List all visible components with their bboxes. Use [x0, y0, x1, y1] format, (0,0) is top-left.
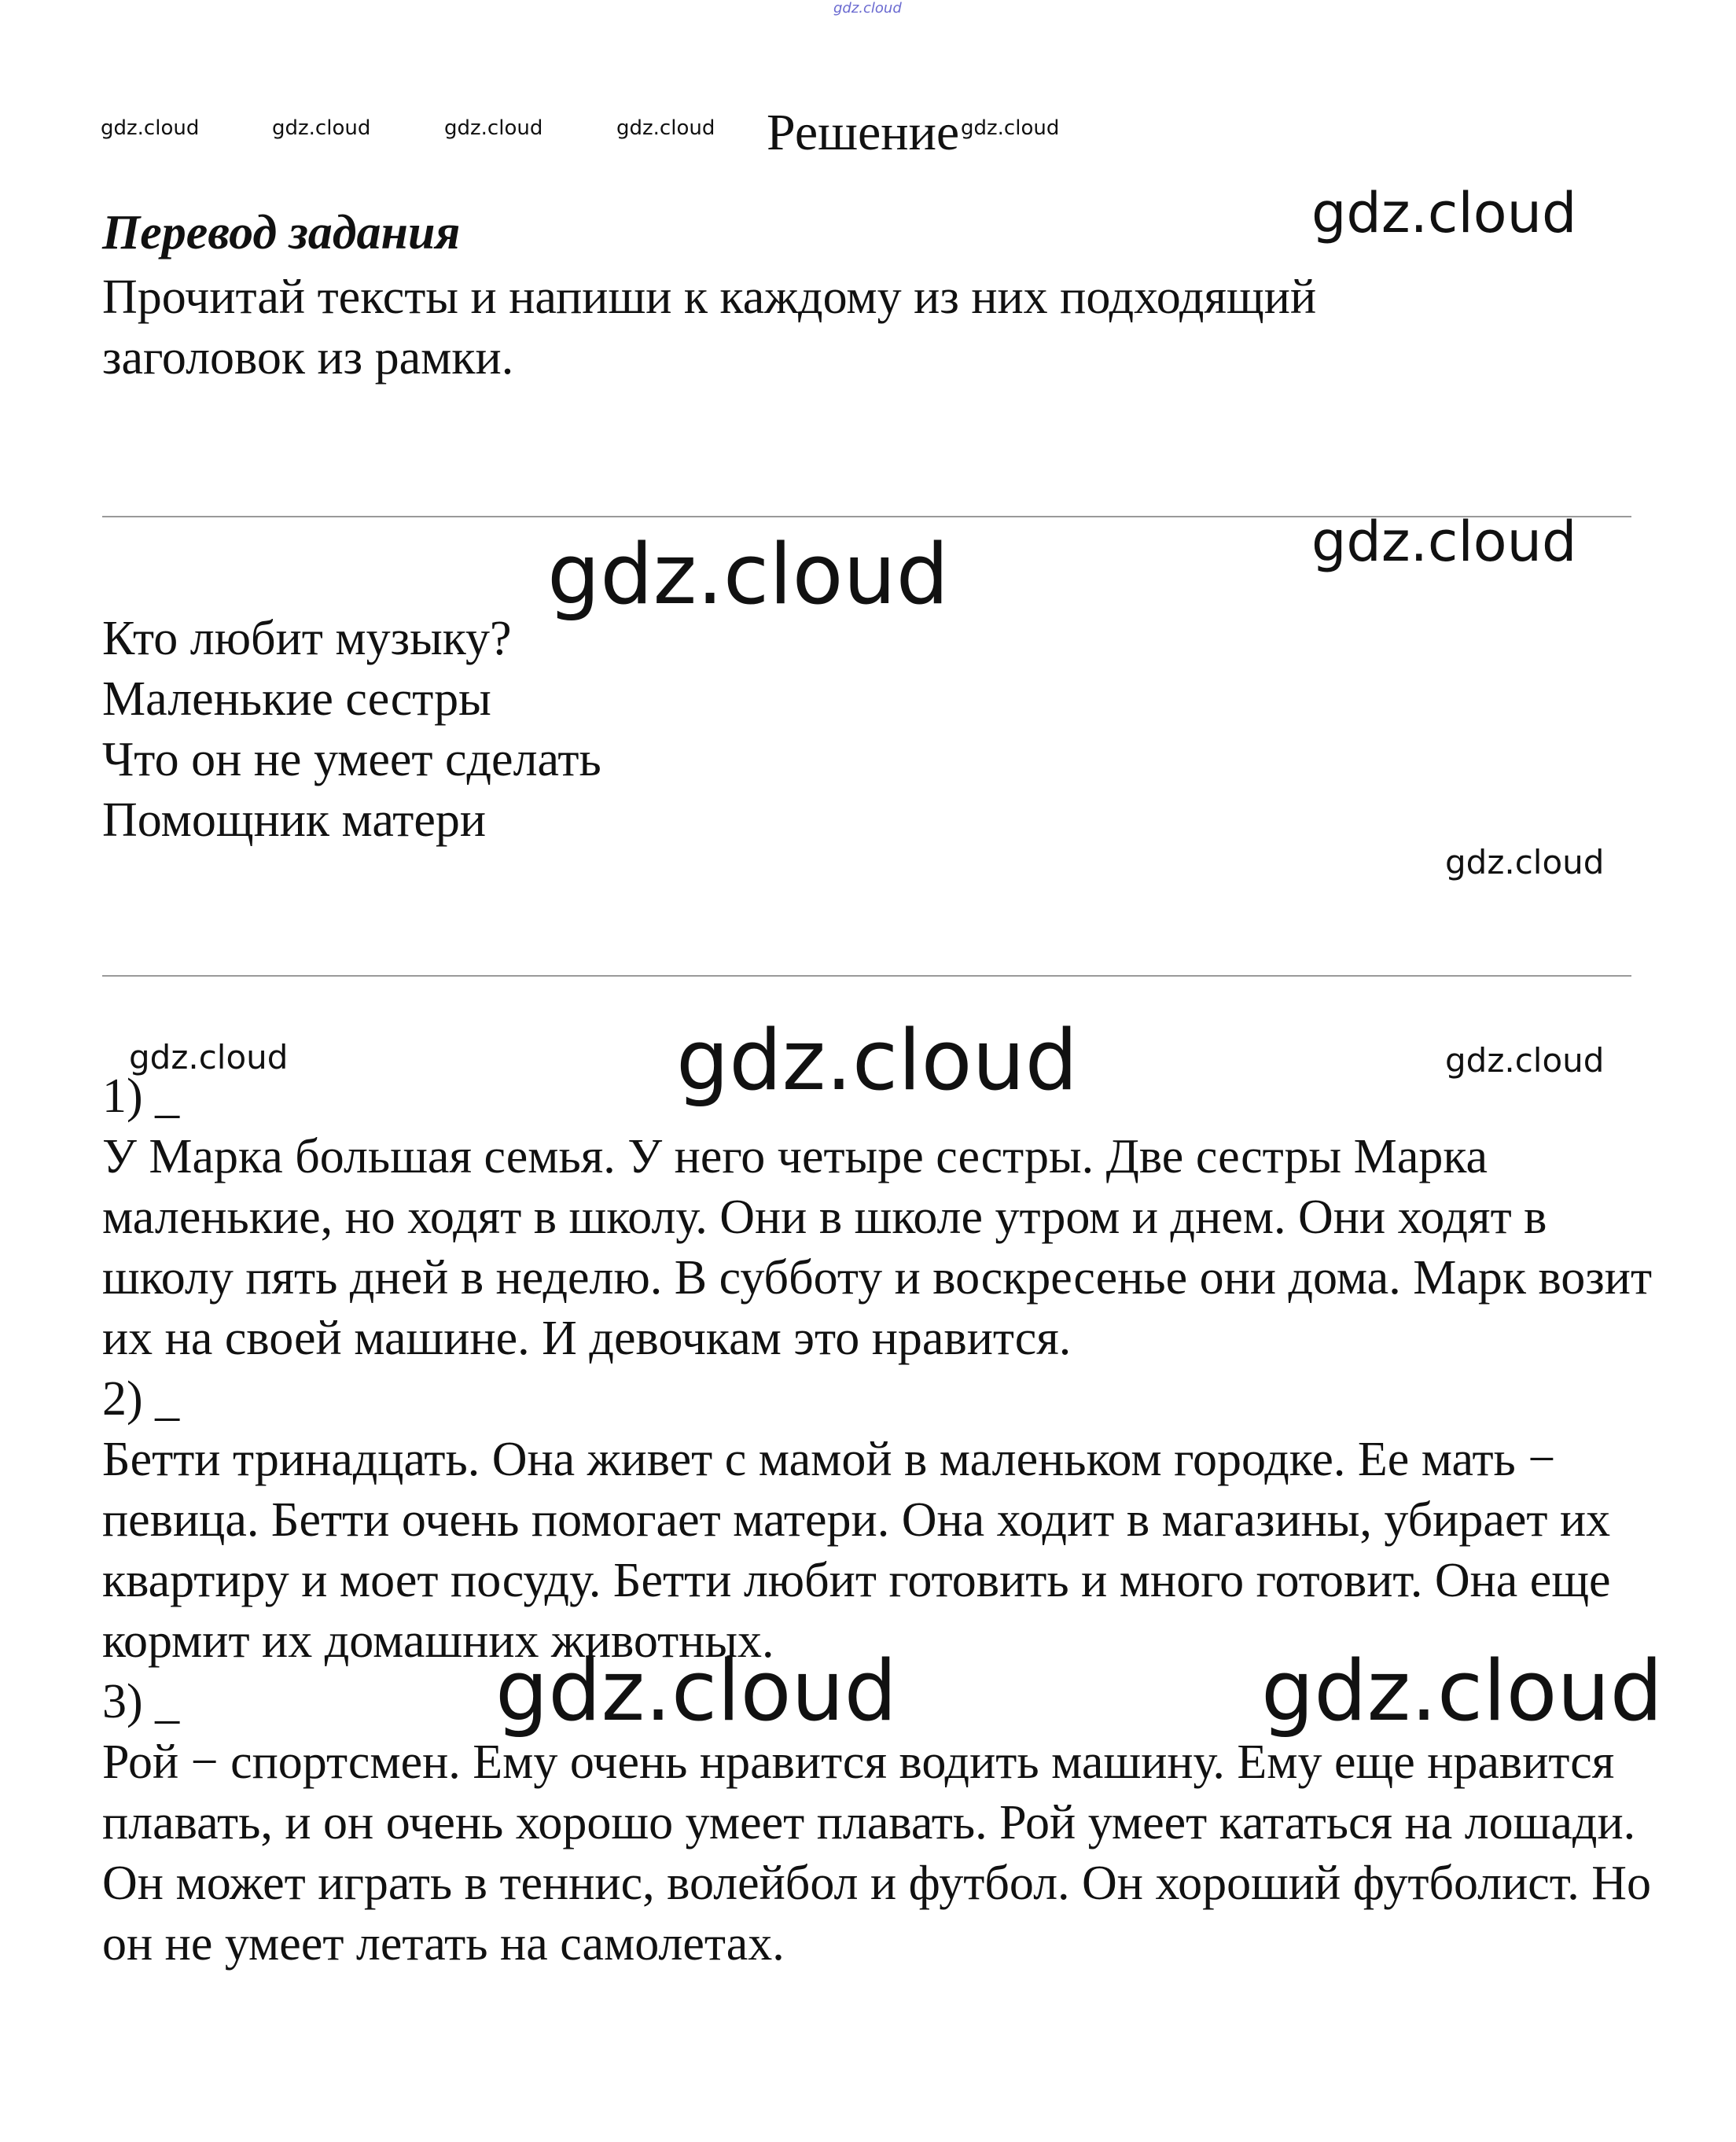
- task-text: Прочитай тексты и напиши к каждому из них подходящий заголовок из рамки.: [102, 271, 1317, 385]
- watermark: gdz.cloud: [961, 116, 1060, 140]
- watermark: gdz.cloud: [1311, 510, 1577, 574]
- watermark: gdz.cloud: [547, 526, 949, 623]
- watermark: gdz.cloud: [444, 116, 543, 140]
- watermark: gdz.cloud: [495, 1643, 897, 1739]
- headline-item: Маленькие сестры: [102, 672, 491, 726]
- task-heading: Перевод задания: [102, 206, 461, 259]
- watermark: gdz.cloud: [101, 116, 200, 140]
- watermark: gdz.cloud: [272, 116, 371, 140]
- watermark: gdz.cloud: [616, 116, 715, 140]
- watermark: gdz.cloud: [1445, 843, 1605, 881]
- page-title: Решение: [767, 104, 960, 161]
- divider: [102, 975, 1631, 977]
- texts-section: [102, 1066, 1683, 1975]
- headline-item: Что он не умеет сделать: [102, 733, 601, 786]
- headline-list: [102, 609, 1683, 851]
- divider: [102, 516, 1631, 517]
- text-body: Рой − спортсмен. Ему очень нравится водить машину. Ему еще нравится плавать, и он очень хорошо умеет плавать. Рой умеет кататься на лошади. Он может играть в теннис, волейбол и футбол. Он хороший футболист. Но он не умеет летать на самолетах.: [102, 1735, 1652, 1971]
- text-number: 3) _: [102, 1675, 180, 1728]
- watermark: gdz.cloud: [129, 1038, 289, 1077]
- text-body: У Марка большая семья. У него четыре сестры. Две сестры Марка маленькие, но ходят в школу. Они в школе утром и днем. Они ходят в школу пять дней в неделю. В субботу и воскресенье они дома. Марк возит их на своей машине. И девочкам это нравится.: [102, 1130, 1653, 1365]
- watermark: gdz.cloud: [1311, 181, 1577, 245]
- watermark: gdz.cloud: [1261, 1643, 1663, 1739]
- text-body: Бетти тринадцать. Она живет с мамой в маленьком городке. Ее мать − певица. Бетти очень помогает матери. Она ходит в магазины, убирает их квартиру и моет посуду. Бетти любит готовить и много готовит. Она еще кормит их домашних животных.: [102, 1433, 1611, 1668]
- watermark: gdz.cloud: [1445, 1041, 1605, 1080]
- headline-item: Кто любит музыку?: [102, 612, 512, 665]
- text-number: 1) _: [102, 1069, 180, 1123]
- headline-item: Помощник матери: [102, 793, 487, 847]
- watermark: gdz.cloud: [833, 0, 902, 17]
- text-number: 2) _: [102, 1372, 180, 1426]
- watermark: gdz.cloud: [676, 1012, 1078, 1109]
